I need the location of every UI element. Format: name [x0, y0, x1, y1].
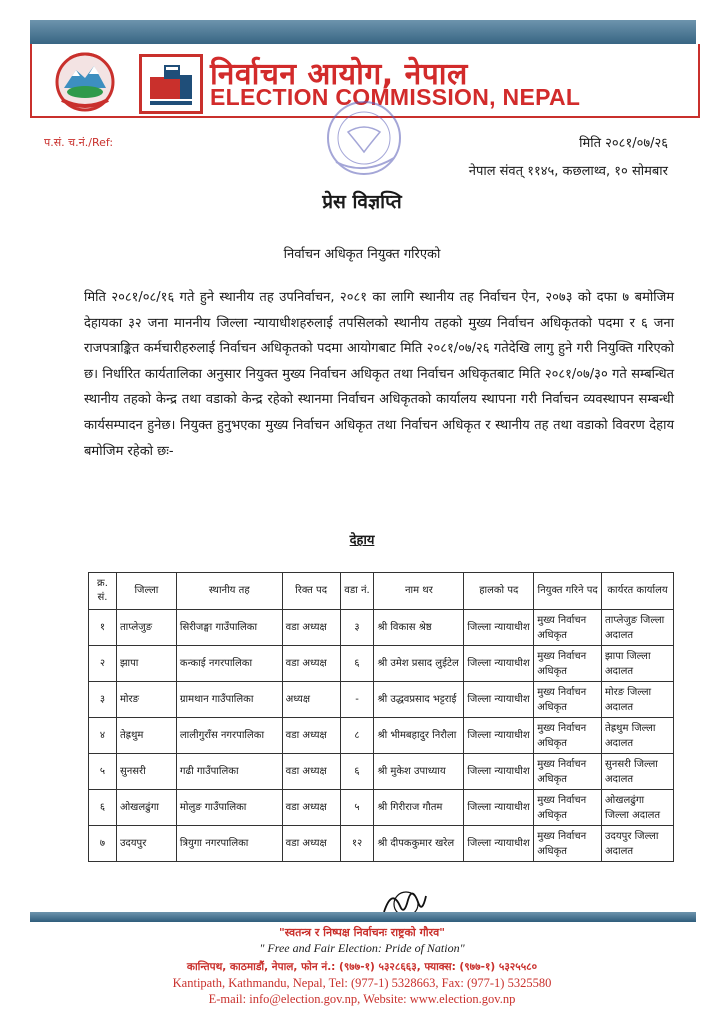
cell-ward-no: ८ — [340, 718, 374, 754]
cell-district: झापा — [116, 646, 176, 682]
table-row — [89, 826, 674, 862]
cell-name: श्री विकास श्रेष्ठ — [374, 610, 464, 646]
cell-name: श्री मुकेश उपाध्याय — [374, 754, 464, 790]
schedule-heading: देहाय — [349, 533, 375, 548]
cell-local-level: त्रियुगा नगरपालिका — [176, 826, 282, 862]
appointment-table — [88, 572, 674, 862]
cell-name: श्री दीपककुमार खरेल — [374, 826, 464, 862]
cell-district: सुनसरी — [116, 754, 176, 790]
cell-vacant-post: वडा अध्यक्ष — [282, 610, 340, 646]
table-row — [89, 646, 674, 682]
cell-current-post: जिल्ला न्यायाधीश — [464, 718, 534, 754]
cell-appointed-post: मुख्य निर्वाचन अधिकृत — [534, 646, 602, 682]
table-row — [89, 790, 674, 826]
cell-serial: १ — [89, 610, 117, 646]
cell-local-level: मोलुङ गाउँपालिका — [176, 790, 282, 826]
header-local-level: स्थानीय तह — [176, 573, 282, 610]
cell-current-post: जिल्ला न्यायाधीश — [464, 754, 534, 790]
footer-bar — [30, 912, 696, 922]
header-working-office: कार्यरत कार्यालय — [602, 573, 674, 610]
header-district: जिल्ला — [116, 573, 176, 610]
table-row — [89, 682, 674, 718]
ballot-box-logo-icon — [139, 54, 203, 114]
header-appointed-post: नियुक्त गरिने पद — [534, 573, 602, 610]
cell-district: तेह्रथुम — [116, 718, 176, 754]
cell-current-post: जिल्ला न्यायाधीश — [464, 646, 534, 682]
cell-name: श्री गिरीराज गौतम — [374, 790, 464, 826]
cell-vacant-post: वडा अध्यक्ष — [282, 646, 340, 682]
cell-working-office: उदयपुर जिल्ला अदालत — [602, 826, 674, 862]
header-name: नाम थर — [374, 573, 464, 610]
cell-name: श्री उमेश प्रसाद लुईटेल — [374, 646, 464, 682]
address-nepali: कान्तिपथ, काठमाडौं, नेपाल, फोन नं.: (९७७-१) ५३२८६६३, फ्याक्स: (९७७-१) ५३२५५८० — [186, 961, 538, 973]
cell-local-level: ग्रामथान गाउँपालिका — [176, 682, 282, 718]
nepal-emblem-icon — [52, 48, 118, 114]
cell-appointed-post: मुख्य निर्वाचन अधिकृत — [534, 826, 602, 862]
cell-current-post: जिल्ला न्यायाधीश — [464, 682, 534, 718]
table-row — [89, 718, 674, 754]
table-row — [89, 610, 674, 646]
cell-ward-no: ६ — [340, 754, 374, 790]
cell-ward-no: ३ — [340, 610, 374, 646]
cell-ward-no: - — [340, 682, 374, 718]
cell-local-level: कन्काई नगरपालिका — [176, 646, 282, 682]
table-row — [89, 754, 674, 790]
header-current-post: हालको पद — [464, 573, 534, 610]
cell-district: ताप्लेजुङ — [116, 610, 176, 646]
cell-ward-no: ६ — [340, 646, 374, 682]
nepal-sambat-date-line: नेपाल संवत् ११४५, कछलाथ्व, १० सोमबार — [468, 164, 668, 179]
cell-district: उदयपुर — [116, 826, 176, 862]
contact-line: E-mail: info@election.gov.np, Website: www.election.gov.np — [208, 992, 516, 1006]
cell-appointed-post: मुख्य निर्वाचन अधिकृत — [534, 682, 602, 718]
cell-serial: ६ — [89, 790, 117, 826]
cell-working-office: तेह्रथुम जिल्ला अदालत — [602, 718, 674, 754]
commission-title-english: ELECTION COMMISSION, NEPAL — [210, 84, 581, 110]
subject-line: निर्वाचन अधिकृत नियुक्त गरिएको — [283, 247, 441, 262]
commission-title-nepali: निर्वाचन आयोग, नेपाल — [210, 57, 468, 92]
address-english: Kantipath, Kathmandu, Nepal, Tel: (977-1) 5328663, Fax: (977-1) 5325580 — [172, 976, 552, 990]
cell-local-level: लालीगुराँस नगरपालिका — [176, 718, 282, 754]
cell-appointed-post: मुख्य निर्वाचन अधिकृत — [534, 790, 602, 826]
ref-number-label: प.सं. च.नं./Ref: — [44, 136, 114, 149]
cell-vacant-post: वडा अध्यक्ष — [282, 790, 340, 826]
motto-english: " Free and Fair Election: Pride of Nation" — [259, 941, 465, 955]
cell-vacant-post: वडा अध्यक्ष — [282, 718, 340, 754]
cell-appointed-post: मुख्य निर्वाचन अधिकृत — [534, 610, 602, 646]
cell-district: मोरङ — [116, 682, 176, 718]
cell-serial: ५ — [89, 754, 117, 790]
cell-name: श्री उद्धवप्रसाद भट्टराई — [374, 682, 464, 718]
motto-nepali: "स्वतन्त्र र निष्पक्ष निर्वाचनः राष्ट्रको गौरव" — [278, 926, 445, 939]
cell-working-office: सुनसरी जिल्ला अदालत — [602, 754, 674, 790]
cell-appointed-post: मुख्य निर्वाचन अधिकृत — [534, 718, 602, 754]
cell-working-office: झापा जिल्ला अदालत — [602, 646, 674, 682]
press-release-title: प्रेस विज्ञप्ति — [322, 191, 402, 213]
cell-ward-no: १२ — [340, 826, 374, 862]
header-serial: क्र. सं. — [89, 573, 117, 610]
cell-serial: २ — [89, 646, 117, 682]
cell-appointed-post: मुख्य निर्वाचन अधिकृत — [534, 754, 602, 790]
cell-working-office: मोरङ जिल्ला अदालत — [602, 682, 674, 718]
cell-working-office: ताप्लेजुङ जिल्ला अदालत — [602, 610, 674, 646]
cell-ward-no: ५ — [340, 790, 374, 826]
header-vacant-post: रिक्त पद — [282, 573, 340, 610]
cell-serial: ७ — [89, 826, 117, 862]
cell-current-post: जिल्ला न्यायाधीश — [464, 826, 534, 862]
date-line: मिति २०८१/०७/२६ — [579, 136, 668, 151]
cell-local-level: सिरीजङ्घा गाउँपालिका — [176, 610, 282, 646]
cell-vacant-post: वडा अध्यक्ष — [282, 754, 340, 790]
table-header-row — [89, 573, 674, 610]
office-stamp-icon — [318, 92, 410, 184]
cell-local-level: गढी गाउँपालिका — [176, 754, 282, 790]
cell-name: श्री भीमबहादुर निरौला — [374, 718, 464, 754]
cell-serial: ३ — [89, 682, 117, 718]
cell-current-post: जिल्ला न्यायाधीश — [464, 790, 534, 826]
signature-icon — [378, 882, 432, 930]
header-ward-no: वडा नं. — [340, 573, 374, 610]
cell-current-post: जिल्ला न्यायाधीश — [464, 610, 534, 646]
cell-vacant-post: वडा अध्यक्ष — [282, 826, 340, 862]
cell-district: ओखलढुंगा — [116, 790, 176, 826]
cell-working-office: ओखलढुंगा जिल्ला अदालत — [602, 790, 674, 826]
body-paragraph: मिति २०८१/०८/१६ गते हुने स्थानीय तह उपनिर्वाचन, २०८१ का लागि स्थानीय तह निर्वाचन ऐन, २०७३ को दफा ७ बमोजिम देहायका ३२ जना माननीय जिल्ला न्यायाधीशहरुलाई तपसिलको स्थानीय तहको मुख्य निर्वाचन अधिकृतको पदमा र ६ जना राजपत्राङ्कित कर्मचारीहरुलाई निर्वाचन अधिकृतको पदमा आयोगबाट मिति २०८१/०७/२६ गतेदेखि लागु हुने गरी नियुक्ति गरिएको छ। निर्धारित कार्यतालिका अनुसार नियुक्त मुख्य निर्वाचन अधिकृत तथा निर्वाचन अधिकृतबाट मिति २०८१/०७/३० गते सम्बन्धित स्थानीय तहको केन्द्र तथा वडाको केन्द्र रहेको स्थानमा निर्वाचन अधिकृतको कार्यालय स्थापना गरी निर्वाचन व्यवस्थापन सम्बन्धी कार्यसम्पादन हुनेछ। नियुक्त हुनुभएका मुख्य निर्वाचन अधिकृत तथा निर्वाचन अधिकृत र स्थानीय तह तथा वडाको विवरण देहाय बमोजिम रहेको छः- — [84, 290, 674, 459]
cell-vacant-post: अध्यक्ष — [282, 682, 340, 718]
cell-serial: ४ — [89, 718, 117, 754]
